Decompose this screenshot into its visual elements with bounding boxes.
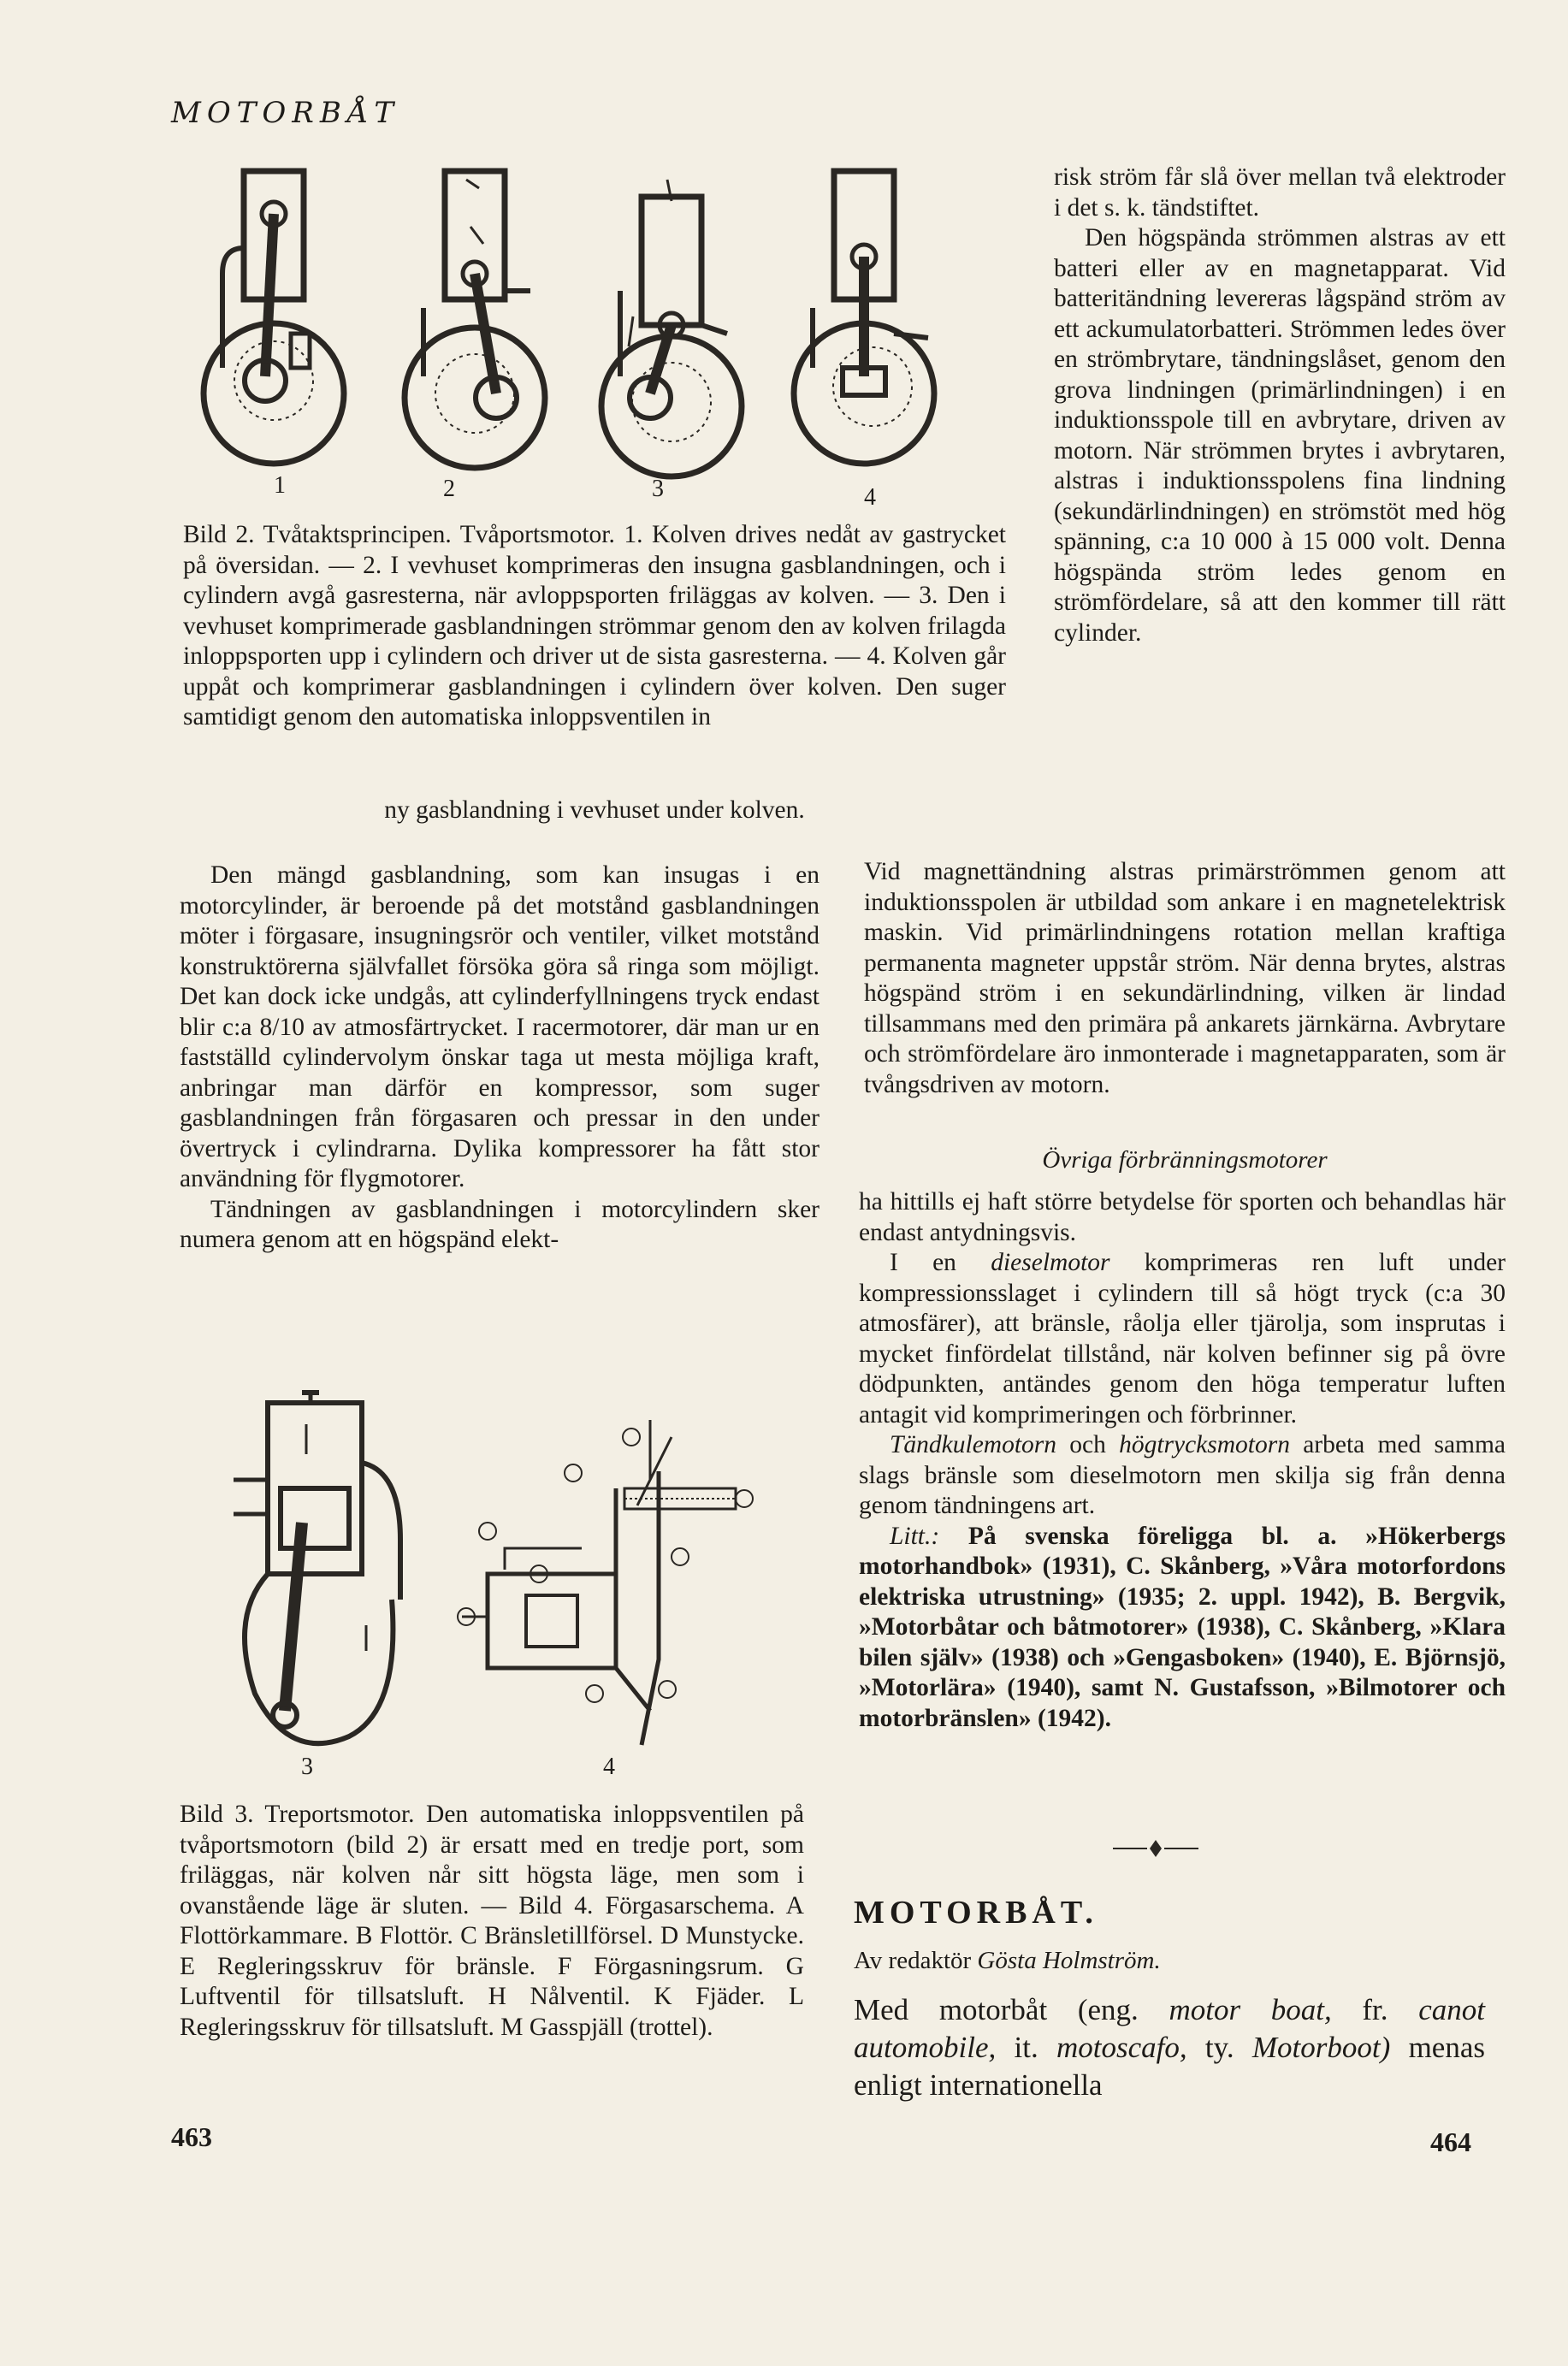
figure-3-label: 3 [301,1754,313,1780]
figure-2-label-4: 4 [864,484,876,511]
figure-3-4-caption: Bild 3. Treportsmotor. Den automatiska inloppsventilen på tvåportsmotorn (bild 2) är ersatt med en tredje port, som friläggas, när kolven når sitt högsta läge, men som i ovanstående läge är sluten. — Bild 4. Förgasarschema. A Flottörkammare. B Flottör. C Bränsletillförsel. D Munstycke. E Regleringsskruv för bränsle. F Förgasningsrum. G Luftventil för tillsatsluft. H Nålventil. K Fjäder. L Regleringsskruv för tillsatsluft. M Gasspjäll (trottel). [180,1801,804,2041]
entry-author: Gösta Holmström. [977,1947,1161,1974]
engine-stage-2 [405,171,545,468]
entry-byline: Av redaktör Gösta Holmström. [854,1947,1161,1974]
figure-2-caption-text: Bild 2. Tvåtaktsprincipen. Tvåportsmotor. 1. Kolven drives nedåt av gastrycket på översidan. — 2. I vevhuset komprimeras den insugna gasblandningen, och i cylindern avgå gasresterna, när avloppsporten friläggas av kolven. — 3. Den i vevhuset komprimerade gasblandningen strömmar genom den av kolven frilagda inloppsporten upp i cylindern och driver ut de sista gasresterna. — 4. Kolven går uppåt och komprimerar gasblandningen i cylindern över kolven. Den suger samtidigt genom den automatiska inloppsventilen in [183,521,1006,731]
figure-2-caption [183,520,1006,733]
literature-label: Litt.: [890,1522,940,1550]
right-paragraph-4: ha hittills ej haft större betydelse för sporten och behandlas här endast antydningsvis. [859,1188,1506,1246]
left-column-text [180,861,820,1256]
figure-2-label-1: 1 [274,472,286,499]
figure-4-carburettor-scheme [453,1403,761,1762]
section-title-other-engines: Övriga förbränningsmotorer [1042,1146,1328,1174]
right-paragraph-2: Den högspända strömmen alstras av ett batteri eller av en magnetapparat. Vid batteritändning levereras lågspänd ström av ett ackumulatorbatteri. Strömmen ledes över en strömbrytare, tändningslåset, genom den grova lindningen (primärlindningen) i en induktionsspole till en avbrytare, driven av motorn. När strömmen brytes i avbrytaren, alstras i induktionsspolens fina lindning (sekundärlindningen) en strömstöt med hög spänning, c:a 10 000 à 15 000 volt. Denna högspända ström ledes genom en strömfördelare, så att den kommer till rätt cylinder. [1054,224,1506,647]
page-number-left: 463 [171,2121,212,2152]
left-paragraph-2: Tändningen av gasblandningen i motorcylindern sker numera genom att en högspänd elekt- [180,1195,820,1253]
term-tandkulemotorn: Tändkulemotorn [890,1431,1057,1458]
fraction: 8/10 [259,1013,305,1041]
figure-4-label: 4 [603,1754,615,1780]
term-dieselmotor: dieselmotor [991,1249,1110,1276]
section-ornament [1109,1836,1203,1861]
right-paragraph-5: I en dieselmotor komprimeras ren luft under kompressionsslaget i cylindern till så högt tryck (c:a 30 atmosfärer), att bränsle, råolja eller tjärolja, som insprutas i mycket finfördelat tillstånd, när kolven befinner sig på övre dödpunkten, antändes genom den höga temperatur luften antagit vid komprimeringen och förbrinner. [859,1249,1506,1428]
left-paragraph-1: Den mängd gasblandning, som kan insugas i en motorcylinder, är beroende på det motstånd gasblandningen möter i förgasare, insugningsrör och ventiler, vilket motstånd konstruktörerna självfallet försöka göra så ringa som möjligt. Det kan dock icke undgås, att cylinderfyllningens tryck endast blir c:a 8/10 av atmosfärtrycket. I racermotorer, där man ur en fastställd cylindervolym önskar taga ut mesta möjliga kraft, anbringar man därför en kompressor, som suger gasblandningen från förgasaren och pressar in den under övertryck i cylindrarna. Dylika kompressorer ha fått stor användning för flygmotorer. [180,861,820,1192]
literature-paragraph [859,1522,1506,1735]
figure-2-caption-last-line: ny gasblandning i vevhuset under kolven. [384,796,805,824]
running-head: MOTORBÅT [171,96,400,130]
page-number-right: 464 [1430,2126,1471,2157]
engine-stage-3 [601,180,742,476]
figure-2-label-2: 2 [443,476,455,502]
figure-3-three-port-engine [221,1386,417,1762]
right-column-text-top [1054,163,1506,648]
right-column-text-bottom [859,1187,1506,1734]
right-paragraph-6: Tändkulemotorn och högtrycksmotorn arbeta med samma slags bränsle som dieselmotorn men skilja sig från denna genom tändningens art. [859,1431,1506,1519]
term-hogtrycksmotorn: högtrycksmotorn [1119,1431,1290,1458]
figure-2-engine-diagrams [197,163,984,522]
engine-stage-4 [794,171,934,464]
right-paragraph-3: Vid magnettändning alstras primärströmmen genom att induktionsspolen är utbildad som ankare i en magnetelektrisk maskin. Vid primärlindningens rotation mellan kraftiga permanenta magneter uppstår ström. När denna brytes, alstras högspänd ström i en sekundärlindning, vilken är lindad tillsammans med den primära på ankarets järnkärna. Avbrytare och strömfördelare äro inmonterade i magnetapparaten, som är tvångsdriven av motorn. [864,858,1506,1098]
entry-title: MOTORBÅT. [854,1895,1098,1931]
right-paragraph-1: risk ström får slå över mellan två elektroder i det s. k. tändstiftet. [1054,163,1506,222]
engine-stage-1 [204,171,344,464]
entry-lead-text: Med motorbåt (eng. motor boat, fr. canot automobile, it. motoscafo, ty. Motorboot) menas enligt internationella [854,1993,1485,2102]
right-column-text-mid [864,857,1506,1100]
literature-text: På svenska föreligga bl. a. »Hökerbergs motorhandbok» (1931), C. Skånberg, »Våra motorfordons elektriska utrustning» (1935; 2. uppl. 1942), B. Bergvik, »Motorbåtar och båtmotorer» (1938), C. Skånberg, »Klara bilen själv» (1938) och »Gengasboken» (1940), E. Björnsjö, »Motorlära» (1940), samt N. Gustafsson, »Bilmotorer och motorbränslen» (1942). [859,1522,1506,1732]
figure-2-label-3: 3 [652,476,664,502]
